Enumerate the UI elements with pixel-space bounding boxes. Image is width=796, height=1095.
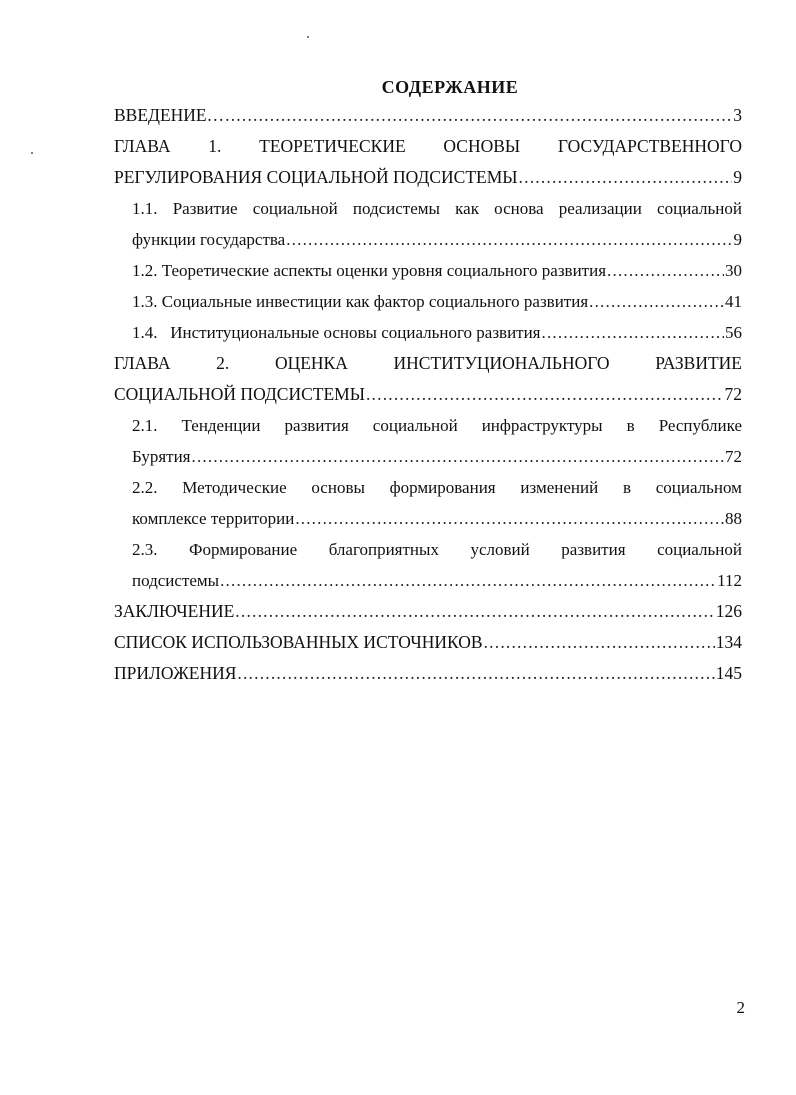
toc-word: как: [455, 199, 479, 218]
toc-page-number: 72: [724, 384, 742, 404]
toc-word: благоприятных: [328, 540, 439, 559]
toc-word: Формирование: [189, 540, 298, 559]
toc-page-number: 56: [725, 323, 742, 342]
toc-entry-section-1-4[interactable]: [114, 317, 742, 348]
toc-entry-label: 1.3. Социальные инвестиции как фактор социального развития: [132, 292, 589, 311]
toc-entry-label: ВВЕДЕНИЕ…: [114, 105, 225, 125]
toc-word: Республике: [658, 416, 742, 435]
toc-entry-section-1-1[interactable]: [114, 193, 742, 255]
toc-entry-appendix[interactable]: [114, 658, 742, 689]
toc-word: социальной: [252, 199, 338, 218]
toc-word: развития: [284, 416, 349, 435]
dot-leader: [366, 379, 724, 410]
toc-word: реализации: [558, 199, 642, 218]
dot-leader: [286, 224, 732, 255]
toc-entry-section-1-3[interactable]: [114, 286, 742, 317]
toc-page-number: 30: [725, 261, 742, 280]
toc-entry-label: ПРИЛОЖЕНИЯ: [114, 663, 237, 683]
toc-word: Развитие: [172, 199, 238, 218]
dot-leader: [542, 317, 724, 348]
toc-word: социальной: [657, 199, 742, 218]
dot-leader: [607, 255, 724, 286]
dot-leader: [192, 441, 724, 472]
toc-word: в: [622, 478, 631, 497]
dot-leader: [235, 596, 714, 627]
toc-entry-sources[interactable]: [114, 627, 742, 658]
toc-page-number: 9: [733, 230, 742, 249]
toc-word: социальной: [372, 416, 458, 435]
toc-word: развития: [561, 540, 626, 559]
toc-entry-section-2-3[interactable]: [114, 534, 742, 596]
toc-word: инфраструктуры: [481, 416, 603, 435]
toc-word: подсистемы: [352, 199, 440, 218]
toc-entry-label: РЕГУЛИРОВАНИЯ СОЦИАЛЬНОЙ ПОДСИСТЕМЫ: [114, 167, 518, 187]
page-number: 2: [736, 998, 745, 1017]
toc-entry-section-2-2[interactable]: [114, 472, 742, 534]
toc-entry-section-1-2[interactable]: [114, 255, 742, 286]
toc-word: 1.: [208, 136, 222, 156]
dot-leader: [519, 162, 733, 193]
dot-leader: [237, 658, 714, 689]
toc-word: ГЛАВА: [114, 353, 171, 373]
toc-entry-chapter-1[interactable]: [114, 131, 742, 193]
toc-word: социальной: [657, 540, 742, 559]
toc-entry-label: подсистемы: [132, 571, 220, 590]
toc-page-number: 134: [715, 632, 742, 652]
toc-word: 2.2.: [132, 478, 158, 497]
toc-entry-label: 1.4. Институциональные основы социального развития: [132, 323, 541, 342]
toc-word: ОЦЕНКА: [274, 353, 348, 373]
toc-entry-intro[interactable]: [114, 100, 742, 131]
toc-page-number: 145: [715, 663, 742, 683]
toc-entry-label: СПИСОК ИСПОЛЬЗОВАННЫХ ИСТОЧНИКОВ: [114, 632, 483, 652]
toc-word: РАЗВИТИЕ: [655, 353, 742, 373]
toc-word: Методические: [182, 478, 287, 497]
toc-word: изменений: [520, 478, 599, 497]
toc-word: 2.3.: [132, 540, 158, 559]
dot-leader: [225, 100, 732, 131]
toc-entry-label: комплексе территории: [132, 509, 295, 528]
toc-word: ТЕОРЕТИЧЕСКИЕ: [259, 136, 406, 156]
toc-word: социальном: [655, 478, 742, 497]
scan-speck: [307, 36, 309, 38]
toc-entry-label: Бурятия: [132, 447, 191, 466]
toc-page-number: 112: [717, 571, 742, 590]
toc-page-number: 88: [725, 509, 742, 528]
toc-title: СОДЕРЖАНИЕ: [381, 77, 519, 97]
toc-word: Тенденции: [181, 416, 261, 435]
table-of-contents: [114, 100, 742, 689]
toc-word: формирования: [389, 478, 496, 497]
dot-leader: [220, 565, 716, 596]
dot-leader: [484, 627, 715, 658]
toc-entry-label: ЗАКЛЮЧЕНИЕ: [114, 601, 235, 621]
toc-word: условий: [470, 540, 530, 559]
toc-page-number: 9: [733, 167, 742, 187]
toc-entry-label: функции государства: [132, 230, 286, 249]
dot-leader: [295, 503, 724, 534]
toc-word: основы: [311, 478, 365, 497]
toc-entry-section-2-1[interactable]: [114, 410, 742, 472]
toc-word: 2.: [216, 353, 230, 373]
scan-speck: [31, 152, 33, 154]
toc-word: ГОСУДАРСТВЕННОГО: [557, 136, 742, 156]
toc-entry-conclusion[interactable]: [114, 596, 742, 627]
toc-word: 1.1.: [132, 199, 158, 218]
toc-word: ИНСТИТУЦИОНАЛЬНОГО: [393, 353, 610, 373]
dot-leader: [589, 286, 724, 317]
toc-word: в: [626, 416, 635, 435]
toc-word: 2.1.: [132, 416, 158, 435]
toc-page-number: 72: [725, 447, 742, 466]
toc-page-number: 41: [725, 292, 742, 311]
toc-word: основа: [494, 199, 544, 218]
toc-word: ГЛАВА: [114, 136, 171, 156]
toc-entry-chapter-2[interactable]: [114, 348, 742, 410]
toc-page-number: 126: [715, 601, 742, 621]
toc-page-number: 3: [733, 105, 742, 125]
toc-entry-label: 1.2. Теоретические аспекты оценки уровня социального развития: [132, 261, 607, 280]
toc-entry-label: СОЦИАЛЬНОЙ ПОДСИСТЕМЫ: [114, 384, 365, 404]
toc-word: ОСНОВЫ: [443, 136, 521, 156]
